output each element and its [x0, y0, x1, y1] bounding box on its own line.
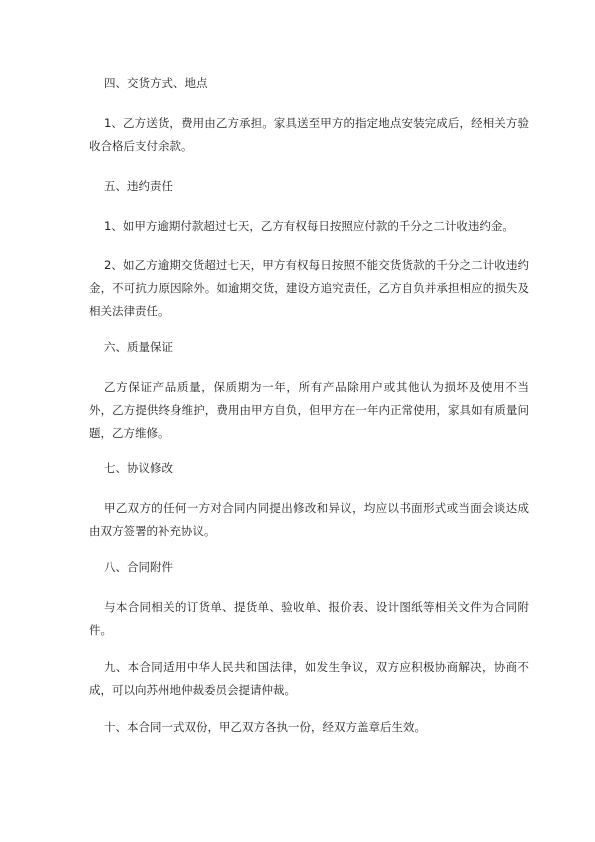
paragraph-late-delivery: 2、如乙方逾期交货超过七天，甲方有权每日按照不能交货货款的千分之二计收违约金，不可抗力原因除外。如逾期交货，建设方追究责任，乙方自负并承担相应的损失及相关法律责任。: [89, 258, 529, 318]
section-heading-attachments: 八、合同附件: [104, 560, 173, 574]
paragraph-governing-law: 九、本合同适用中华人民共和国法律，如发生争议，双方应积极协商解决，协商不成，可以向苏州地仲裁委员会提请仲裁。: [89, 660, 529, 697]
paragraph-attachments: 与本合同相关的订货单、提货单、验收单、报价表、设计图纸等相关文件为合同附件。: [89, 600, 529, 637]
paragraph-late-payment: 1、如甲方逾期付款超过七天，乙方有权每日按照应付款的千分之二计收违约金。: [104, 219, 514, 233]
paragraph-delivery-terms: 1、乙方送货，费用由乙方承担。家具送至甲方的指定地点安装完成后，经相关方验收合格后支付余款。: [89, 116, 529, 153]
paragraph-quality-guarantee: 乙方保证产品质量，保质期为一年，所有产品除用户或其他认为损坏及使用不当外，乙方提供终身维护，费用由甲方自负，但甲方在一年内正常使用，家具如有质量问题，乙方维修。: [89, 380, 529, 440]
section-heading-quality: 六、质量保证: [104, 340, 173, 354]
section-heading-liability: 五、违约责任: [104, 179, 173, 193]
section-heading-delivery: 四、交货方式、地点: [104, 76, 208, 90]
section-heading-amendment: 七、协议修改: [104, 461, 173, 475]
paragraph-amendment: 甲乙双方的任何一方对合同内同提出修改和异议，均应以书面形式或当面会谈达成由双方签署的补充协议。: [89, 501, 529, 538]
paragraph-copies: 十、本合同一式双份，甲乙双方各执一份，经双方盖章后生效。: [104, 720, 426, 734]
